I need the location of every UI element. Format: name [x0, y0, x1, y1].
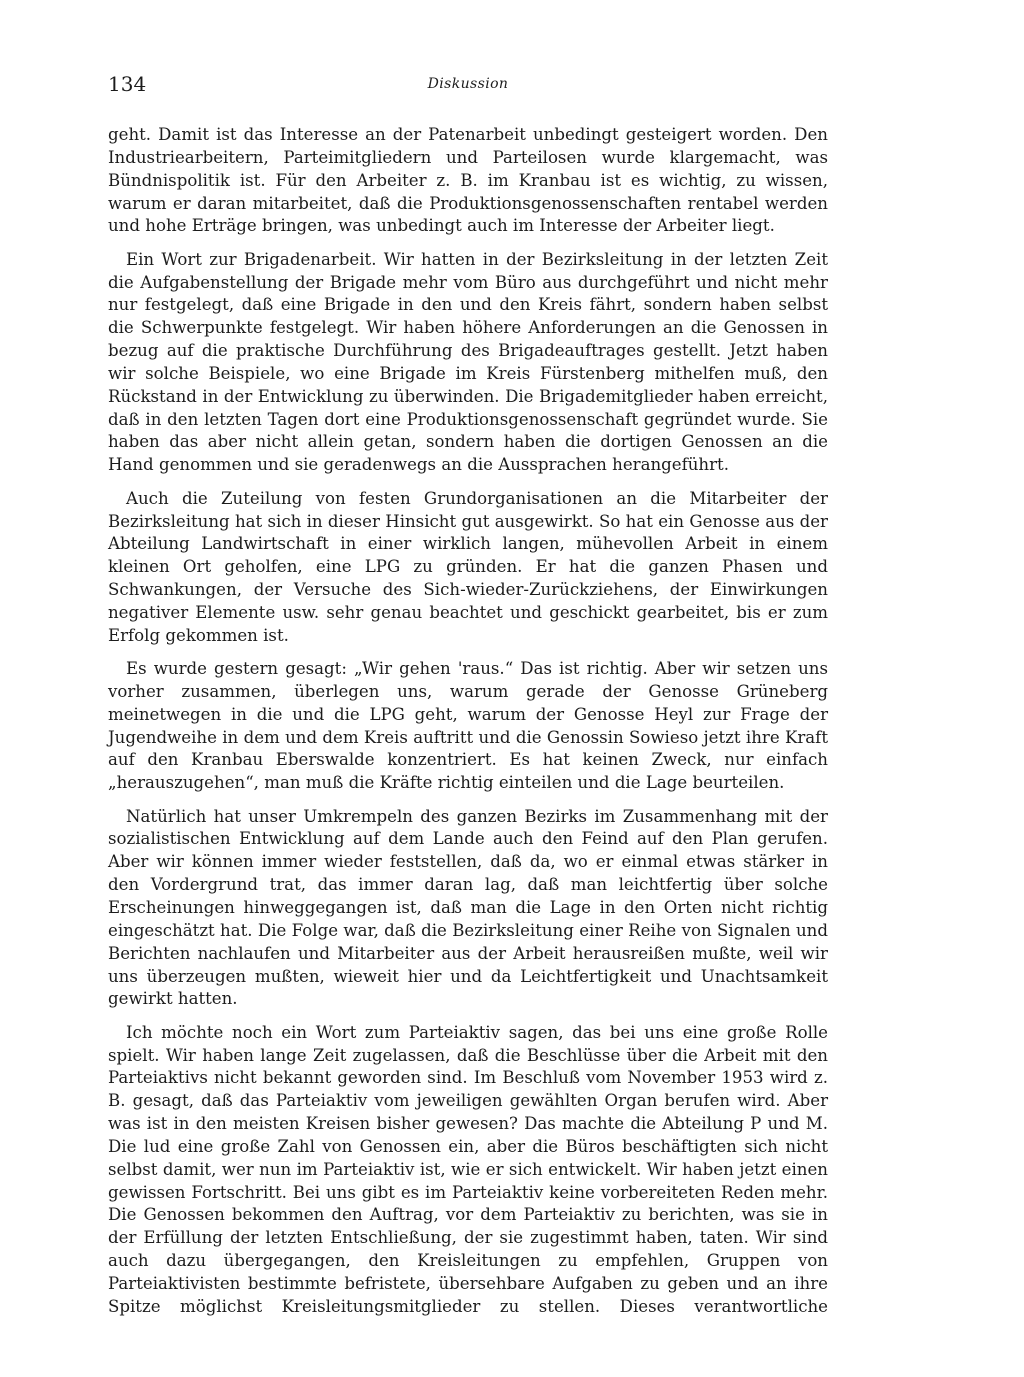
body-text [108, 124, 828, 1319]
paragraph-parteiaktiv: Ich möchte noch ein Wort zum Parteiaktiv sagen, das bei uns eine große Rolle spielt. Wir haben lange Zeit zugelassen, daß die Beschlüsse über die Arbeit mit den Parteiaktivs nicht bekannt geworden sind. Im Beschluß vom November 1953 wird z. B. gesagt, daß das Parteiaktiv vom jeweiligen gewählten Organ berufen wird. Aber was ist in den meisten Kreisen bisher gewesen? Das machte die Abteilung P und M. Die lud eine große Zahl von Genossen ein, aber die Büros beschäftigten sich nicht selbst damit, wer nun im Parteiaktiv ist, wie er sich entwickelt. Wir haben jetzt einen gewissen Fortschritt. Bei uns gibt es im Parteiaktiv keine vorbereiteten Reden mehr. Die Genossen bekommen den Auftrag, vor dem Parteiaktiv zu berichten, was sie in der Erfüllung der letzten Entschließung, der sie zugestimmt haben, taten. Wir sind auch dazu übergegangen, den Kreisleitungen zu empfehlen, Gruppen von Parteiaktivisten bestimmte befristete, übersehbare Aufgaben zu geben und an ihre Spitze möglichst Kreisleitungsmitglieder zu stellen. Dieses verantwortliche [108, 1022, 828, 1316]
paragraph-wir-gehen-raus: Es wurde gestern gesagt: „Wir gehen 'raus.“ Das ist richtig. Aber wir setzen uns vorher zusammen, überlegen uns, warum gerade der Genosse Grüneberg meinetwegen in die und die LPG geht, warum der Genosse Heyl zur Frage der Jugendweihe in dem und dem Kreis auftritt und die Genossin Sowieso jetzt ihre Kraft auf den Kranbau Eberswalde konzentriert. Es hat keinen Zweck, nur einfach „herauszugehen“, man muß die Kräfte richtig einteilen und die Lage beurteilen. [108, 659, 828, 793]
running-head: Diskussion [427, 76, 509, 92]
page-header [108, 70, 828, 98]
paragraph-patenarbeit: geht. Damit ist das Interesse an der Patenarbeit unbedingt gesteigert worden. Den Industriearbeitern, Parteimitgliedern und Parteilosen wurde klargemacht, was Bündnispolitik ist. Für den Arbeiter z. B. im Kranbau ist es wichtig, zu wissen, warum er daran mitarbeitet, daß die Produktionsgenossenschaften rentabel werden und hohe Erträge bringen, was unbedingt auch im Interesse der Arbeiter liegt. [108, 125, 828, 236]
page-number: 134 [108, 72, 147, 96]
paragraph-brigadenarbeit: Ein Wort zur Brigadenarbeit. Wir hatten in der Bezirksleitung in der letzten Zeit die Aufgabenstellung der Brigade mehr vom Büro aus durchgeführt und nicht mehr nur festgelegt, daß eine Brigade in den und den Kreis fährt, sondern haben selbst die Schwerpunkte festgelegt. Wir haben höhere Anforderungen an die Genossen in bezug auf die praktische Durchführung des Brigadeauftrages gestellt. Jetzt haben wir solche Beispiele, wo eine Brigade im Kreis Fürstenberg mithelfen muß, den Rückstand in der Entwicklung zu überwinden. Die Brigademitglieder haben erreicht, daß in den letzten Tagen dort eine Produktionsgenossenschaft gegründet wurde. Sie haben das aber nicht allein getan, sondern haben die dortigen Genossen an die Hand genommen und sie geradenwegs an die Aussprachen herangeführt. [108, 249, 828, 475]
paragraph-umkrempeln: Natürlich hat unser Umkrempeln des ganzen Bezirks im Zusammenhang mit der sozialistischen Entwicklung auf dem Lande auch den Feind auf den Plan gerufen. Aber wir können immer wieder feststellen, daß da, wo er einmal etwas stärker in den Vordergrund trat, das immer daran lag, daß man leichtfertig über solche Erscheinungen hinweggegangen ist, daß man die Lage in den Orten nicht richtig eingeschätzt hat. Die Folge war, daß die Bezirksleitung einer Reihe von Signalen und Berichten nachlaufen und Mitarbeiter aus der Arbeit herausreißen mußte, weil wir uns überzeugen mußten, wieweit hier und da Leichtfertigkeit und Unachtsamkeit gewirkt hatten. [108, 806, 828, 1009]
paragraph-grundorganisationen: Auch die Zuteilung von festen Grundorganisationen an die Mitarbeiter der Bezirksleitung hat sich in dieser Hinsicht gut ausgewirkt. So hat ein Genosse aus der Abteilung Landwirtschaft in einer wirklich langen, mühevollen Arbeit in einem kleinen Ort geholfen, eine LPG zu gründen. Er hat die ganzen Phasen und Schwankungen, der Versuche des Sich-wieder-Zurückziehens, der Einwirkungen negativer Elemente usw. sehr genau beachtet und geschickt gearbeitet, bis er zum Erfolg gekommen ist. [108, 488, 828, 645]
